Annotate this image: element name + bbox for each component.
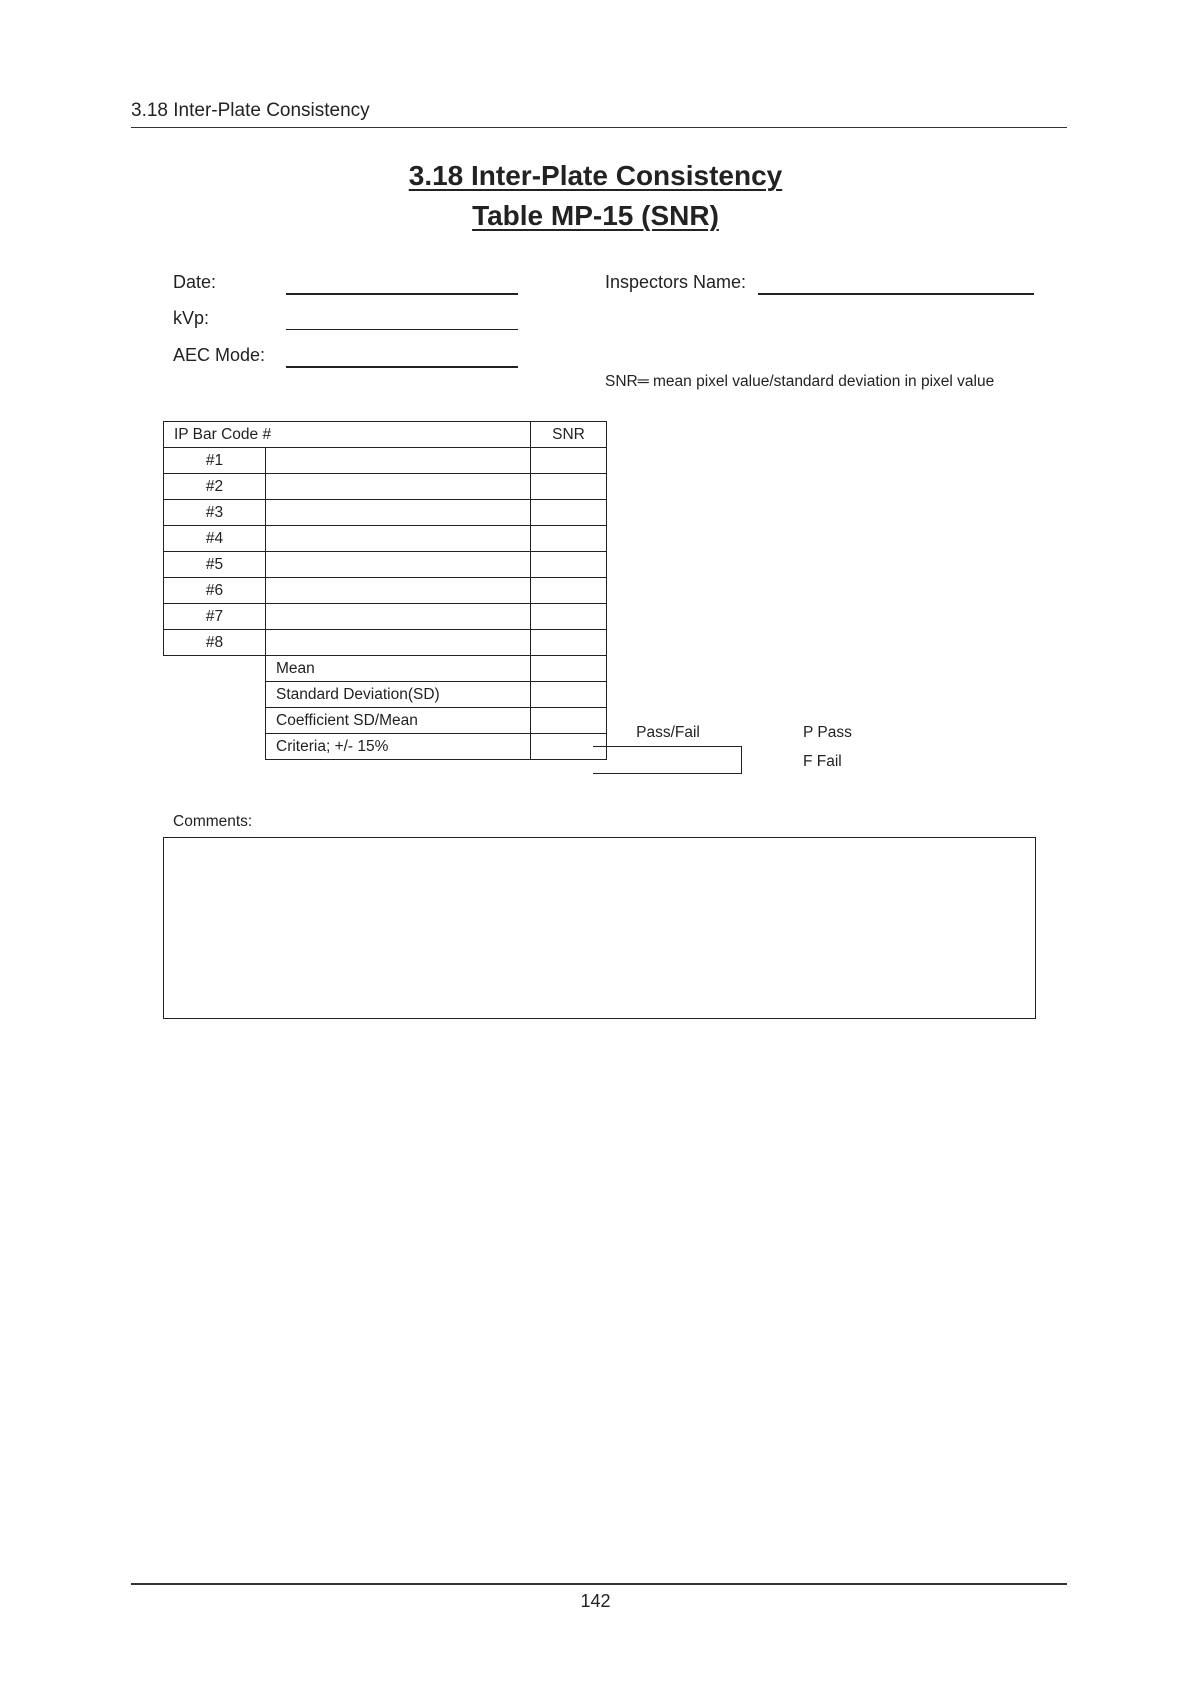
comments-box[interactable]: [163, 837, 1036, 1019]
table-row: [164, 500, 607, 526]
snr-cell[interactable]: [531, 526, 607, 552]
plate-number: #2: [164, 474, 266, 500]
summary-row-criteria: [164, 734, 607, 760]
inspector-name-label: Inspectors Name:: [605, 272, 747, 292]
snr-formula: SNR═ mean pixel value/standard deviation in pixel value: [605, 373, 995, 390]
table-row: [164, 604, 607, 630]
legend-fail: F Fail: [803, 753, 842, 770]
footer-rule: [131, 1583, 1067, 1585]
barcode-cell[interactable]: [266, 552, 531, 578]
barcode-cell[interactable]: [266, 578, 531, 604]
inspector-name-field[interactable]: [758, 293, 1034, 295]
header-rule: [131, 127, 1067, 128]
table-row: [164, 578, 607, 604]
snr-cell[interactable]: [531, 474, 607, 500]
criteria-label: Criteria; +/- 15%: [266, 734, 531, 760]
barcode-cell[interactable]: [266, 630, 531, 656]
table-row: [164, 448, 607, 474]
summary-row-coefficient: [164, 708, 607, 734]
pass-fail-box[interactable]: [593, 746, 742, 774]
table-title: Table MP-15 (SNR): [472, 200, 719, 231]
snr-cell[interactable]: [531, 448, 607, 474]
table-row: [164, 630, 607, 656]
mean-value-cell[interactable]: [531, 656, 607, 682]
summary-row-sd: [164, 682, 607, 708]
plate-number: #4: [164, 526, 266, 552]
mean-label: Mean: [266, 656, 531, 682]
snr-cell[interactable]: [531, 552, 607, 578]
kvp-label: kVp:: [173, 308, 210, 328]
plate-number: #1: [164, 448, 266, 474]
barcode-cell[interactable]: [266, 474, 531, 500]
table-row: [164, 552, 607, 578]
standard-deviation-label: Standard Deviation(SD): [266, 682, 531, 708]
table-row: [164, 474, 607, 500]
summary-row-mean: [164, 656, 607, 682]
barcode-cell[interactable]: [266, 526, 531, 552]
aec-mode-field[interactable]: [286, 366, 518, 368]
header-ip-bar-code: IP Bar Code #: [164, 422, 531, 448]
barcode-cell[interactable]: [266, 604, 531, 630]
sd-value-cell[interactable]: [531, 682, 607, 708]
plate-number: #3: [164, 500, 266, 526]
plate-number: #6: [164, 578, 266, 604]
table-header-row: [164, 422, 607, 448]
plate-number: #8: [164, 630, 266, 656]
pass-fail-label: Pass/Fail: [636, 724, 700, 741]
snr-table: [163, 421, 607, 760]
plate-number: #7: [164, 604, 266, 630]
aec-mode-label: AEC Mode:: [173, 345, 266, 365]
header-snr: SNR: [531, 422, 607, 448]
plate-number: #5: [164, 552, 266, 578]
page-title: 3.18 Inter-Plate Consistency: [408, 160, 783, 191]
snr-cell[interactable]: [531, 630, 607, 656]
comments-label: Comments:: [173, 813, 253, 830]
barcode-cell[interactable]: [266, 500, 531, 526]
table-row: [164, 526, 607, 552]
date-field[interactable]: [286, 293, 518, 295]
legend-pass: P Pass: [803, 724, 852, 741]
barcode-cell[interactable]: [266, 448, 531, 474]
snr-cell[interactable]: [531, 604, 607, 630]
coefficient-label: Coefficient SD/Mean: [266, 708, 531, 734]
kvp-field[interactable]: [286, 329, 518, 330]
snr-cell[interactable]: [531, 578, 607, 604]
running-header: 3.18 Inter-Plate Consistency: [131, 100, 370, 121]
snr-cell[interactable]: [531, 500, 607, 526]
page-number: 142: [580, 1591, 611, 1611]
date-label: Date:: [173, 272, 217, 292]
